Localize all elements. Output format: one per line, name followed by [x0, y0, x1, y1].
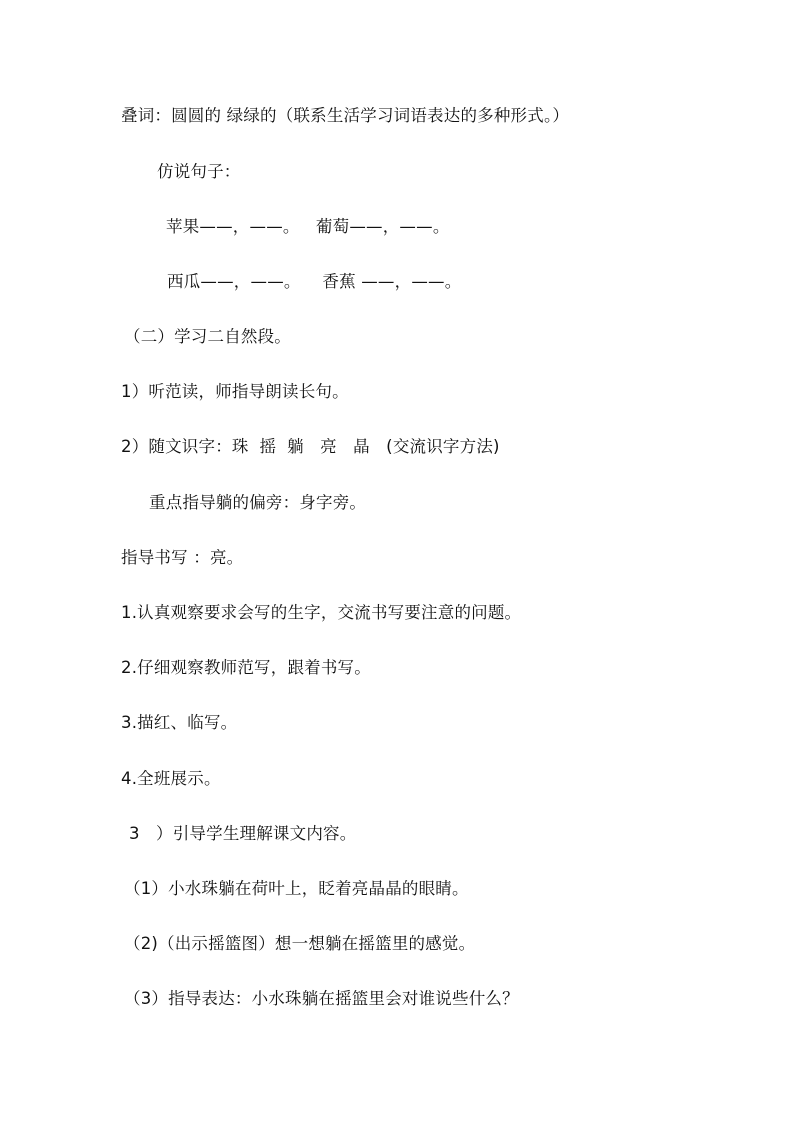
line-apple-grape: 苹果——，——。 葡萄——，——。	[166, 217, 450, 236]
line-watermelon-banana: 西瓜——，——。 香蕉 ——，——。	[167, 272, 462, 291]
line-step-2-characters: 2）随文识字：珠 摇 躺 亮 晶 (交流识字方法)	[121, 437, 500, 456]
line-item-1-observe: 1.认真观察要求会写的生字，交流书写要注意的问题。	[121, 603, 522, 622]
line-step-1-listen: 1）听范读，师指导朗读长句。	[121, 382, 349, 401]
line-imitate-sentences: 仿说句子：	[157, 162, 241, 181]
line-step-3-understand: 3 ）引导学生理解课文内容。	[129, 824, 357, 843]
line-radical-guidance: 重点指导躺的偏旁：身字旁。	[149, 493, 367, 512]
line-sub-3-expression: （3）指导表达：小水珠躺在摇篮里会对谁说些什么？	[124, 989, 519, 1008]
line-item-4-display: 4.全班展示。	[121, 769, 221, 788]
line-reduplicated-words: 叠词：圆圆的 绿绿的（联系生活学习词语表达的多种形式。）	[121, 106, 570, 125]
line-writing-guidance: 指导书写 ：亮。	[121, 548, 244, 567]
line-item-2-teacher-demo: 2.仔细观察教师范写，跟着书写。	[121, 658, 371, 677]
line-sub-1-water-drop: （1）小水珠躺在荷叶上，眨着亮晶晶的眼睛。	[124, 879, 469, 898]
line-sub-2-cradle: （2)（出示摇篮图）想一想躺在摇篮里的感觉。	[124, 934, 476, 953]
section-heading-paragraph-two: （二）学习二自然段。	[124, 327, 291, 346]
line-item-3-trace: 3.描红、临写。	[121, 713, 238, 732]
